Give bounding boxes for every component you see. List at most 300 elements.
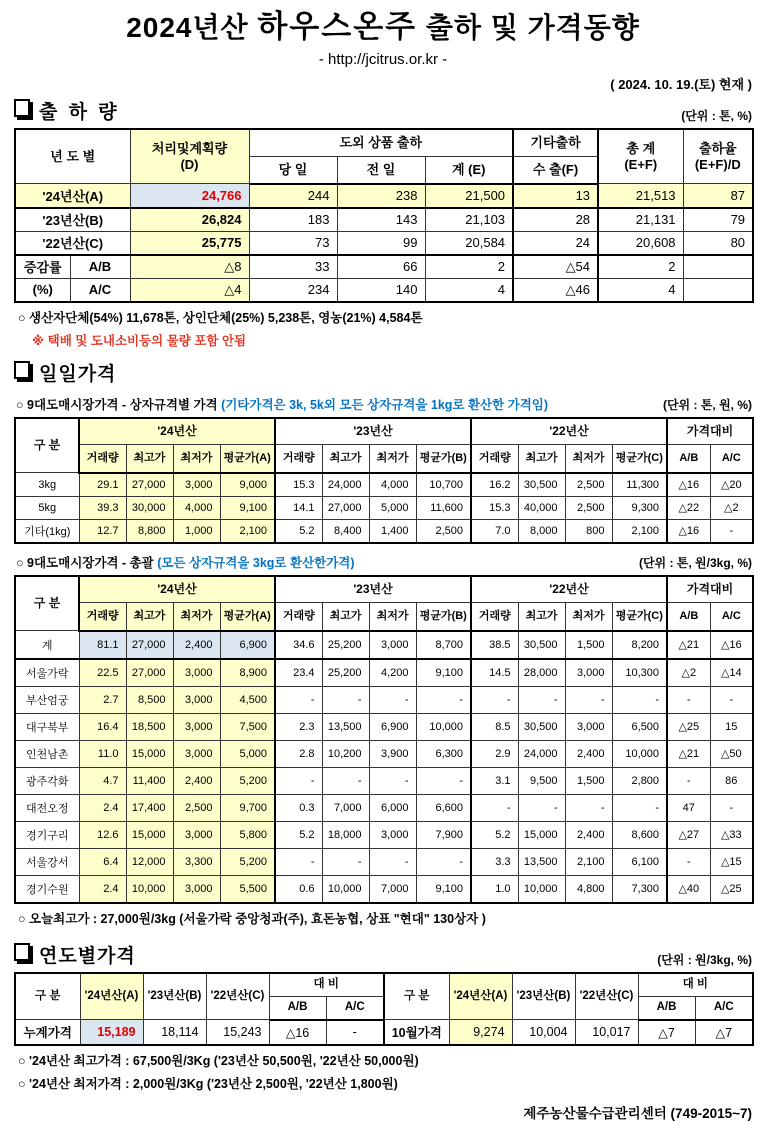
unit-label-shipment: (단위 : 톤, %) (681, 108, 752, 123)
table-cell: 10,000 (322, 875, 369, 903)
table-cell: 3,000 (173, 473, 220, 497)
table-cell: 2,100 (565, 848, 612, 875)
column-header-volume: 거래량 (79, 444, 126, 473)
table-cell: 24,766 (130, 184, 249, 208)
table-cell: △16 (269, 1020, 326, 1045)
column-header-prev: 전 일 (337, 156, 425, 184)
table-cell: 86 (710, 767, 753, 794)
column-header-gubun: 구 분 (15, 576, 79, 631)
table-cell: 5,500 (220, 875, 275, 903)
table-cell: 26,824 (130, 208, 249, 232)
column-header-ac: A/C (710, 602, 753, 631)
table-cell: 18,000 (322, 821, 369, 848)
column-group-compare: 가격대비 (667, 418, 753, 445)
column-header-day: 당 일 (249, 156, 337, 184)
table-cell: △7 (695, 1020, 753, 1045)
table-cell: 15,189 (80, 1020, 143, 1045)
table-cell: - (322, 848, 369, 875)
title-product: 하우스온주 (257, 9, 418, 44)
table-cell: 16.2 (471, 473, 518, 497)
title-suffix: 출하 및 가격동향 (425, 12, 640, 43)
table-cell: 18,500 (126, 713, 173, 740)
table-cell: 4,000 (173, 496, 220, 519)
column-header-volume: 거래량 (275, 602, 322, 631)
column-header-rate (683, 129, 753, 184)
table-cell: 99 (337, 231, 425, 255)
table-cell: 15.3 (471, 496, 518, 519)
table-cell: 140 (337, 278, 425, 302)
row-label: 광주각화 (15, 767, 79, 794)
column-header-y23: '23년산(B) (143, 973, 206, 1020)
column-header-avg-a: 평균가(A) (220, 602, 275, 631)
section-title-text: 연도별가격 (39, 945, 136, 967)
table-cell: 4,200 (369, 659, 416, 687)
overall-price-table (14, 575, 754, 904)
table-cell: 28 (513, 208, 598, 232)
table-cell: 10,700 (416, 473, 471, 497)
table-cell: 11,600 (416, 496, 471, 519)
table-row (15, 278, 753, 302)
table-row (15, 184, 753, 208)
row-label: 대구북부 (15, 713, 79, 740)
column-header-high: 최고가 (518, 444, 565, 473)
table-cell: △22 (667, 496, 710, 519)
table-cell: 25,775 (130, 231, 249, 255)
table-cell: - (369, 848, 416, 875)
column-header-volume: 거래량 (471, 602, 518, 631)
column-group-y24: '24년산 (79, 418, 275, 445)
table-row (15, 496, 753, 519)
table-cell: - (667, 686, 710, 713)
column-header-low: 최저가 (565, 602, 612, 631)
table-cell: 3,000 (565, 713, 612, 740)
column-header-ac: A/C (710, 444, 753, 473)
table-row (15, 473, 753, 497)
subsection-overall-price (16, 553, 752, 571)
table-cell: △27 (667, 821, 710, 848)
table-cell: 1.0 (471, 875, 518, 903)
column-header-ab: A/B (638, 996, 695, 1020)
column-header-volume: 거래량 (79, 602, 126, 631)
table-cell: - (322, 767, 369, 794)
column-header-ab: A/B (269, 996, 326, 1020)
square-bullet-icon (14, 361, 30, 379)
table-cell (683, 255, 753, 279)
table-cell: 4 (425, 278, 513, 302)
section-title-daily (14, 359, 116, 386)
column-header-ac: A/C (695, 996, 753, 1020)
table-cell: △21 (667, 740, 710, 767)
table-cell: 8,500 (126, 686, 173, 713)
yearly-price-table (14, 972, 754, 1046)
table-cell: 2,800 (612, 767, 667, 794)
header-row (15, 973, 753, 997)
table-cell: - (471, 686, 518, 713)
table-cell: 7,900 (416, 821, 471, 848)
table-cell: 8,700 (416, 631, 471, 659)
table-cell: 66 (337, 255, 425, 279)
table-cell: 8.5 (471, 713, 518, 740)
table-cell: △2 (667, 659, 710, 687)
column-group-y24: '24년산 (79, 576, 275, 603)
producer-note: ○ 생산자단체(54%) 11,678톤, 상인단체(25%) 5,238톤, 영농(21%) 4,584톤 (18, 310, 423, 325)
table-cell: 15.3 (275, 473, 322, 497)
column-header-y23: '23년산(B) (512, 973, 575, 1020)
table-cell: - (710, 686, 753, 713)
table-cell: 21,103 (425, 208, 513, 232)
table-cell: 2,500 (173, 794, 220, 821)
row-label: 10월가격 (384, 1020, 449, 1045)
table-cell: 9,100 (220, 496, 275, 519)
table-cell: 9,100 (416, 659, 471, 687)
table-row (15, 231, 753, 255)
table-cell: 3,000 (173, 686, 220, 713)
header-row (15, 418, 753, 445)
table-cell: - (612, 686, 667, 713)
report-page (14, 8, 752, 1122)
header-row (15, 576, 753, 603)
table-cell: 3,900 (369, 740, 416, 767)
table-cell: - (667, 767, 710, 794)
table-cell: 16.4 (79, 713, 126, 740)
table-cell: 34.6 (275, 631, 322, 659)
table-cell: 30,500 (518, 713, 565, 740)
table-cell: △25 (667, 713, 710, 740)
table-cell: 73 (249, 231, 337, 255)
table-cell: △25 (710, 875, 753, 903)
row-label: 인천남촌 (15, 740, 79, 767)
header-row (15, 602, 753, 631)
table-cell: 10,300 (612, 659, 667, 687)
table-cell: 4,000 (369, 473, 416, 497)
table-cell: - (416, 848, 471, 875)
table-cell: 1,500 (565, 767, 612, 794)
table-cell: 12,000 (126, 848, 173, 875)
table-cell: △16 (667, 473, 710, 497)
table-cell: - (710, 794, 753, 821)
column-header-total (598, 129, 683, 184)
table-cell: 3.3 (471, 848, 518, 875)
section-title-yearly (14, 941, 136, 968)
table-cell: 11,300 (612, 473, 667, 497)
table-cell: △16 (710, 631, 753, 659)
column-header-sum: 계 (E) (425, 156, 513, 184)
column-header-low: 최저가 (173, 602, 220, 631)
table-cell: 11,400 (126, 767, 173, 794)
table-cell: △14 (710, 659, 753, 687)
section-title-text: 일일가격 (39, 363, 117, 385)
table-cell: 1,000 (173, 519, 220, 543)
table-cell: 2.8 (275, 740, 322, 767)
column-group-y23: '23년산 (275, 576, 471, 603)
table-cell: 2.3 (275, 713, 322, 740)
table-cell: 143 (337, 208, 425, 232)
column-header-avg-c: 평균가(C) (612, 444, 667, 473)
column-header-y24: '24년산(A) (80, 973, 143, 1020)
column-group-y23: '23년산 (275, 418, 471, 445)
column-group-y22: '22년산 (471, 576, 667, 603)
table-cell: - (275, 767, 322, 794)
table-cell: 3,000 (173, 659, 220, 687)
table-cell: 2,400 (565, 740, 612, 767)
today-high-note: ○ 오늘최고가 : 27,000원/3kg (서울가락 중앙청과(주), 효돈농협, 상표 "현대" 130상자 ) (18, 911, 486, 926)
table-cell: 234 (249, 278, 337, 302)
table-cell: 79 (683, 208, 753, 232)
table-cell: 4,800 (565, 875, 612, 903)
as-of-date: ( 2024. 10. 19.(토) 현재 ) (610, 76, 752, 92)
table-cell: - (612, 794, 667, 821)
table-cell: 10,000 (126, 875, 173, 903)
table-cell: 3,000 (369, 821, 416, 848)
table-cell: 0.6 (275, 875, 322, 903)
header-line: (E+F)/D (694, 156, 741, 172)
table-cell: 5,200 (220, 767, 275, 794)
subsection-bullet (16, 395, 548, 413)
table-cell: 80 (683, 231, 753, 255)
table-cell: 6,900 (369, 713, 416, 740)
table-cell: 0.3 (275, 794, 322, 821)
subsection-bullet (16, 553, 355, 571)
table-cell: 4.7 (79, 767, 126, 794)
section-title-text: 출 하 량 (39, 101, 120, 123)
column-header-volume: 거래량 (275, 444, 322, 473)
table-cell: 81.1 (79, 631, 126, 659)
table-cell: 8,900 (220, 659, 275, 687)
table-cell: 3,000 (565, 659, 612, 687)
table-row (15, 713, 753, 740)
bullet-note-blue: (모든 상자규격을 3kg로 환산한가격) (157, 555, 355, 570)
table-cell: 30,500 (518, 473, 565, 497)
table-cell: 7,300 (612, 875, 667, 903)
header-row (15, 444, 753, 473)
table-cell: 2,400 (565, 821, 612, 848)
subsection-box-price (16, 395, 752, 413)
max-price-note: ○ '24년산 최고가격 : 67,500원/3Kg ('23년산 50,500원, '22년산 50,000원) (18, 1053, 419, 1068)
column-header-high: 최고가 (322, 602, 369, 631)
unit-label-overall: (단위 : 톤, 원/3kg, %) (638, 555, 752, 570)
organization-footer: 제주농산물수급관리센터 (749-2015~7) (523, 1105, 752, 1121)
table-cell: 13 (513, 184, 598, 208)
table-cell (683, 278, 753, 302)
table-cell: 2.9 (471, 740, 518, 767)
table-cell: △20 (710, 473, 753, 497)
table-cell: 25,200 (322, 659, 369, 687)
table-cell: 10,000 (416, 713, 471, 740)
table-cell: 2,100 (220, 519, 275, 543)
column-header-plan (130, 129, 249, 184)
header-line: 총 계 (626, 140, 656, 156)
column-header-low: 최저가 (565, 444, 612, 473)
table-cell: 15,000 (126, 821, 173, 848)
table-cell: - (275, 848, 322, 875)
section-header-shipment (14, 97, 752, 124)
table-cell: 2 (598, 255, 683, 279)
table-cell: 8,600 (612, 821, 667, 848)
table-row (15, 821, 753, 848)
title-year: 2024년산 (126, 12, 249, 43)
table-cell: 6.4 (79, 848, 126, 875)
table-cell: 87 (683, 184, 753, 208)
table-cell: △7 (638, 1020, 695, 1045)
section-header-yearly (14, 941, 752, 968)
table-cell: 8,800 (126, 519, 173, 543)
table-row (15, 740, 753, 767)
table-cell: 6,100 (612, 848, 667, 875)
column-header-volume: 거래량 (471, 444, 518, 473)
row-label: A/B (70, 255, 130, 279)
column-header-gubun: 구 분 (15, 418, 79, 473)
table-cell: - (710, 519, 753, 543)
table-cell: 3,000 (173, 875, 220, 903)
table-row (15, 255, 753, 279)
table-cell: 12.6 (79, 821, 126, 848)
table-cell: 800 (565, 519, 612, 543)
column-header-outbound-group: 도외 상품 출하 (249, 129, 513, 157)
table-cell: 10,017 (575, 1020, 638, 1045)
column-header-high: 최고가 (322, 444, 369, 473)
table-cell: 38.5 (471, 631, 518, 659)
table-cell: △4 (130, 278, 249, 302)
table-cell: 2.4 (79, 875, 126, 903)
column-group-y22: '22년산 (471, 418, 667, 445)
column-header-gubun: 구 분 (384, 973, 449, 1020)
square-bullet-icon (14, 943, 30, 961)
column-header-y22: '22년산(C) (575, 973, 638, 1020)
table-cell: 2.4 (79, 794, 126, 821)
table-cell: 6,000 (369, 794, 416, 821)
table-cell: 39.3 (79, 496, 126, 519)
website-url: - http://jcitrus.or.kr - (318, 50, 448, 68)
unit-label-yearly: (단위 : 원/3kg, %) (657, 952, 752, 967)
bullet-note-blue: (기타가격은 3k, 5k외 모든 상자규격을 1kg로 환산한 가격임) (221, 397, 549, 412)
table-cell: - (667, 848, 710, 875)
table-cell: △8 (130, 255, 249, 279)
table-cell: 5.2 (471, 821, 518, 848)
table-cell: 5,800 (220, 821, 275, 848)
row-label: 서울강서 (15, 848, 79, 875)
table-cell: - (416, 767, 471, 794)
table-cell: - (369, 686, 416, 713)
table-cell: 21,131 (598, 208, 683, 232)
column-header-low: 최저가 (173, 444, 220, 473)
table-cell: 9,700 (220, 794, 275, 821)
table-cell: 10,004 (512, 1020, 575, 1045)
table-cell: - (471, 794, 518, 821)
table-cell: 15,000 (126, 740, 173, 767)
table-cell: 21,513 (598, 184, 683, 208)
table-cell: 8,400 (322, 519, 369, 543)
min-price-note: ○ '24년산 최저가격 : 2,000원/3Kg ('23년산 2,500원, '22년산 1,800원) (18, 1076, 398, 1091)
table-cell: 2,400 (173, 767, 220, 794)
table-cell: 9,274 (449, 1020, 512, 1045)
table-row (15, 794, 753, 821)
table-cell: 2,500 (565, 473, 612, 497)
header-line: (E+F) (624, 156, 658, 172)
table-cell: 5,200 (220, 848, 275, 875)
table-cell: - (326, 1020, 384, 1045)
row-label: A/C (70, 278, 130, 302)
row-label: 서울가락 (15, 659, 79, 687)
table-cell: 3,000 (173, 713, 220, 740)
table-cell: 3,000 (369, 631, 416, 659)
table-cell: 6,500 (612, 713, 667, 740)
table-cell: 4,500 (220, 686, 275, 713)
column-header-low: 최저가 (369, 444, 416, 473)
table-cell: 5,000 (369, 496, 416, 519)
table-row (15, 848, 753, 875)
column-header-avg-b: 평균가(B) (416, 602, 471, 631)
column-header-ab: A/B (667, 602, 710, 631)
table-cell: 9,100 (416, 875, 471, 903)
column-header-y22: '22년산(C) (206, 973, 269, 1020)
table-cell: - (416, 686, 471, 713)
row-label: 계 (15, 631, 79, 659)
table-cell: 8,200 (612, 631, 667, 659)
column-group-compare: 대 비 (269, 973, 384, 997)
row-label: '23년산(B) (15, 208, 130, 232)
table-cell: 3,000 (173, 740, 220, 767)
table-cell: 20,608 (598, 231, 683, 255)
column-header-etc: 기타출하 (513, 129, 598, 157)
table-cell: 24,000 (518, 740, 565, 767)
table-cell: 20,584 (425, 231, 513, 255)
row-label: 기타(1kg) (15, 519, 79, 543)
row-label: 5kg (15, 496, 79, 519)
table-cell: 8,000 (518, 519, 565, 543)
table-cell: 7,000 (322, 794, 369, 821)
section-title-shipment (14, 97, 120, 124)
table-cell: 27,000 (126, 473, 173, 497)
table-cell: 28,000 (518, 659, 565, 687)
table-cell: 13,500 (322, 713, 369, 740)
table-cell: 29.1 (79, 473, 126, 497)
row-label: 3kg (15, 473, 79, 497)
column-header-high: 최고가 (518, 602, 565, 631)
page-title (14, 8, 752, 47)
table-cell: 11.0 (79, 740, 126, 767)
table-cell: △2 (710, 496, 753, 519)
column-group-compare: 가격대비 (667, 576, 753, 603)
table-cell: 33 (249, 255, 337, 279)
table-cell: △46 (513, 278, 598, 302)
column-group-compare: 대 비 (638, 973, 753, 997)
table-cell: 6,900 (220, 631, 275, 659)
table-cell: 244 (249, 184, 337, 208)
table-cell: 2,100 (612, 519, 667, 543)
square-bullet-icon (14, 99, 30, 117)
column-header-avg-b: 평균가(B) (416, 444, 471, 473)
table-cell: 14.5 (471, 659, 518, 687)
table-cell: - (369, 767, 416, 794)
table-cell: △16 (667, 519, 710, 543)
row-label: 누계가격 (15, 1020, 80, 1045)
table-cell: 30,500 (518, 631, 565, 659)
table-cell: 18,114 (143, 1020, 206, 1045)
column-header-avg-a: 평균가(A) (220, 444, 275, 473)
table-cell: 12.7 (79, 519, 126, 543)
exclusion-note: ※ 택배 및 도내소비등의 물량 포함 안됨 (32, 333, 247, 348)
column-header-ac: A/C (326, 996, 384, 1020)
table-cell: △54 (513, 255, 598, 279)
table-cell: 3.1 (471, 767, 518, 794)
table-cell: - (518, 794, 565, 821)
table-cell: 2 (425, 255, 513, 279)
table-cell: △50 (710, 740, 753, 767)
table-cell: 9,000 (220, 473, 275, 497)
section-header-daily (14, 359, 752, 386)
box-price-table (14, 417, 754, 544)
row-label: 부산엄궁 (15, 686, 79, 713)
